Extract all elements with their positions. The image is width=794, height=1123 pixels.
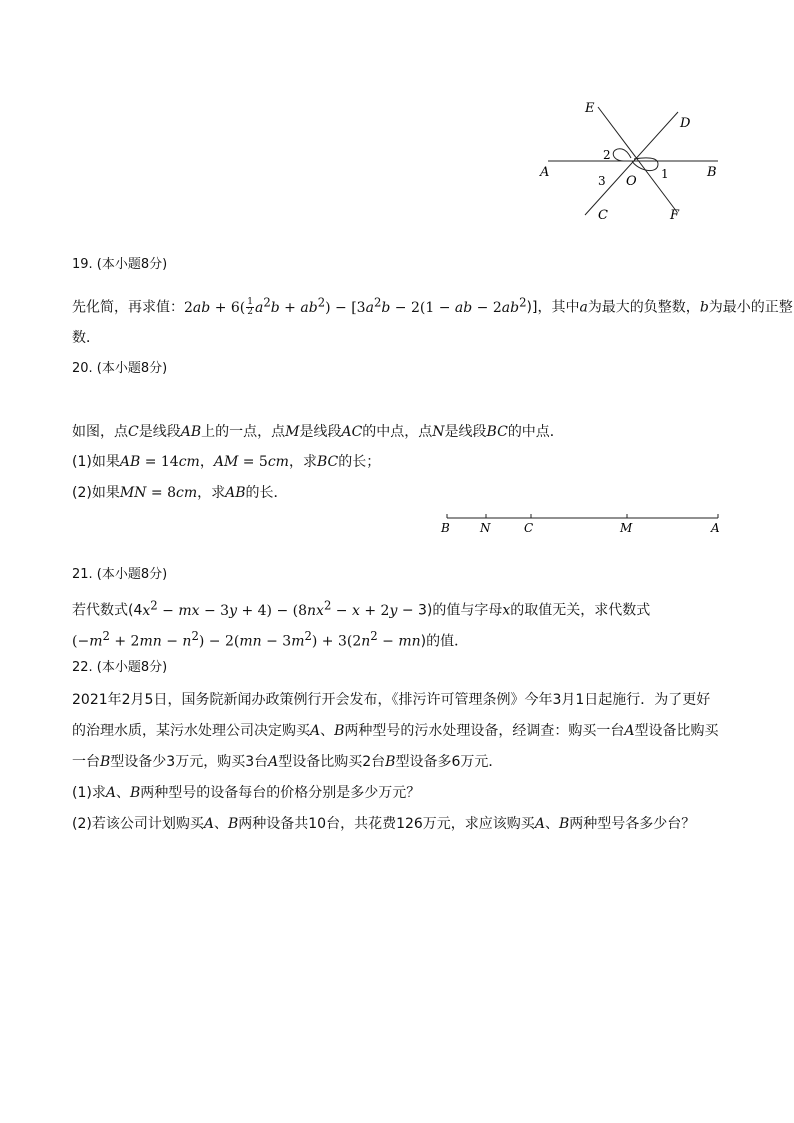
q19-line2: 数．	[72, 330, 100, 346]
label-b: B	[707, 165, 717, 180]
q22-item1: (1)求A、B两种型号的设备每台的价格分别是多少万元？	[72, 785, 421, 801]
q20-item1: (1)如果AB = 14cm，AM = 5cm，求BC的长；	[72, 454, 381, 470]
q19-header: 19. (本小题8分)	[72, 257, 168, 272]
seg-label-n: N	[480, 521, 491, 535]
label-f: F	[670, 208, 680, 223]
seg-label-a: A	[711, 521, 720, 535]
q21-line1: 若代数式($4x^2$ − mx − $3y + 4) - (8nx^2 - x + 2y - 3)$的值与字母x的取值无关，求代数式	[72, 598, 651, 619]
q22-line3: 一台B型设备少3万元，购买3台A型设备比购买2台B型设备多6万元．	[72, 754, 503, 770]
q22-line2: 的治理水质，某污水处理公司决定购买A、B两种型号的污水处理设备，经调查：购买一台A型设备比购买	[72, 723, 719, 739]
label-2: 2	[603, 148, 611, 162]
segment-figure	[435, 508, 730, 538]
q20-item2: (2)如果MN = 8cm，求AB的长．	[72, 485, 288, 501]
q22-item2: (2)若该公司计划购买A、B两种设备共10台，共花费126万元，求应该购买A、B两种型号各多少台？	[72, 816, 696, 832]
angle-arc-2	[613, 149, 631, 161]
q20-header: 20. (本小题8分)	[72, 361, 168, 376]
q22-header: 22. (本小题8分)	[72, 660, 168, 675]
seg-label-b: B	[441, 521, 450, 535]
fraction-one-half: $\frac{1}{2}$	[247, 297, 253, 318]
q22-line1: 2021年2月5日，国务院新闻办政策例行开会发布，《排污许可管理条例》今年3月1日起施行．为了更好	[72, 692, 711, 708]
label-3: 3	[598, 174, 606, 188]
label-c: C	[598, 208, 608, 223]
angle-figure	[530, 95, 730, 225]
line-dc	[585, 112, 678, 215]
label-o: O	[626, 174, 637, 189]
q21-line2: $(-m^2 + 2mn - n^2) - 2(mn - 3m^2) + 3(2n^2 - mn)$的值．	[72, 629, 469, 650]
label-1: 1	[661, 167, 669, 181]
q21-header: 21. (本小题8分)	[72, 567, 168, 582]
seg-label-c: C	[524, 521, 534, 535]
seg-label-m: M	[620, 521, 633, 535]
label-a: A	[540, 165, 550, 180]
q20-stem: 如图，点C是线段AB上的一点，点M是线段AC的中点，点N是线段BC的中点．	[72, 424, 564, 440]
q19-line1: 先化简，再求值：2ab + 6( $\frac{1}{2}$ $a^2b + ab^2) - [3a^2b - 2(1$ − ab − $2ab^2$)]，其中a为最大的负整数，b为最小的正整	[72, 295, 793, 318]
label-d: D	[680, 116, 691, 131]
label-e: E	[585, 101, 595, 116]
